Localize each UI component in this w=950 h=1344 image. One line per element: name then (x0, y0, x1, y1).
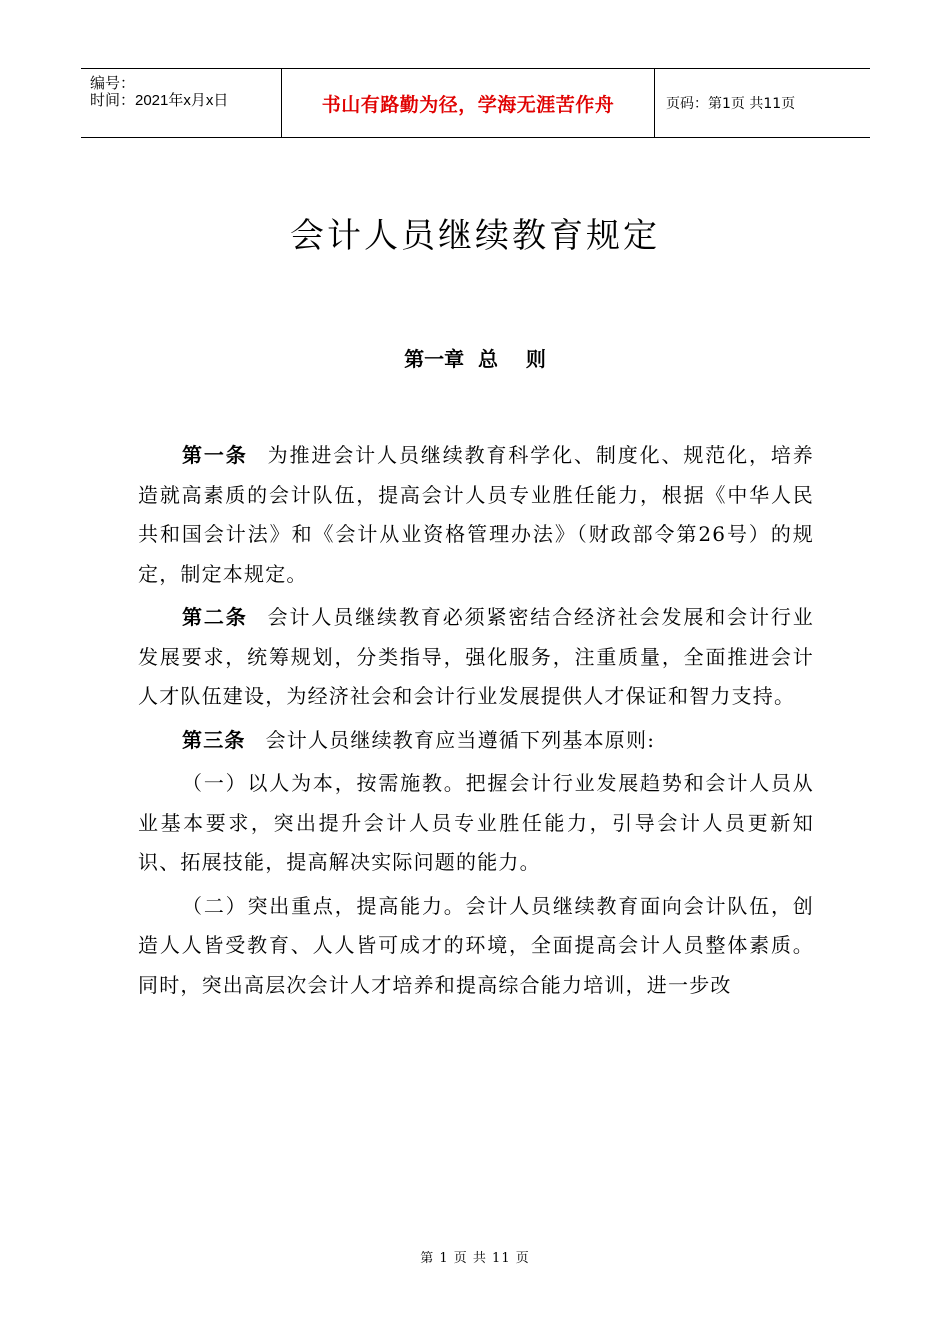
page-footer: 第 1 页 共 11 页 (420, 1251, 530, 1266)
article-label: 第三条 (182, 727, 246, 752)
document-title: 会计人员继续教育规定 (290, 216, 660, 256)
article-2 (138, 598, 814, 717)
header-motto (281, 69, 655, 137)
article-text: 会计人员继续教育必须紧密结合经济社会发展和会计行业发展要求，统筹规划，分类指导，强化服务，注重质量，全面推进会计人才队伍建设，为经济社会和会计行业发展提供人才保证和智力支持。 (138, 605, 815, 708)
principle-2 (138, 887, 814, 1006)
document-body (138, 436, 814, 1009)
header-meta (81, 69, 281, 137)
article-label: 第二条 (182, 605, 248, 629)
article-1 (138, 436, 814, 594)
principle-text: （二）突出重点，提高能力。会计人员继续教育面向会计队伍，创造人人皆受教育、人人皆可成才的环境，全面提高会计人员整体素质。同时，突出高层次会计人才培养和提高综合能力培训，进一步改 (138, 893, 814, 997)
article-label: 第一条 (182, 443, 248, 467)
number-label: 编号： (90, 75, 136, 92)
article-text: 为推进会计人员继续教育科学化、制度化、规范化，培养造就高素质的会计队伍，提高会计人员专业胜任能力，根据《中华人民共和国会计法》和《会计从业资格管理办法》（财政部令第26号）的规定，制定本规定。 (138, 443, 815, 586)
chapter-heading: 第一章 总 则 (404, 347, 546, 371)
article-text: 会计人员继续教育应当遵循下列基本原则: (265, 727, 656, 752)
motto-text: 书山有路勤为径，学海无涯苦作舟 (321, 93, 615, 116)
principle-1 (138, 764, 814, 883)
time-label: 时间：2021年x月x日 (90, 92, 229, 109)
principle-text: （一）以人为本，按需施教。把握会计行业发展趋势和会计人员从业基本要求，突出提升会计人员专业胜任能力，引导会计人员更新知识、拓展技能，提高解决实际问题的能力。 (138, 771, 814, 874)
page-header (81, 68, 870, 138)
header-page-info: 页码：第1页 共11页 (666, 96, 796, 112)
article-3 (138, 721, 814, 761)
